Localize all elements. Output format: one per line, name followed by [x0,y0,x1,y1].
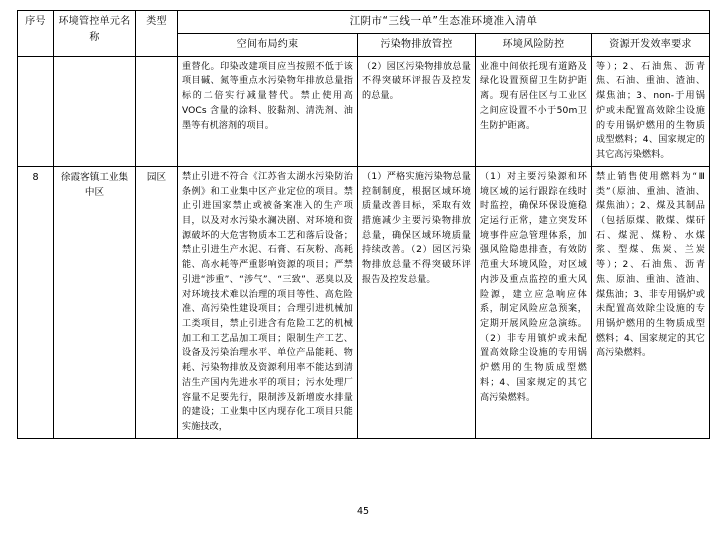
table-row [18,166,710,438]
row-type: 园区 [136,166,178,438]
header-seq: 序号 [18,11,54,57]
row-resource: 禁止销售使用燃料为“Ⅲ类”（原油、重油、渣油、煤焦油）；2、煤及其制品（包括原煤、散煤、煤矸石、煤泥、煤粉、水煤浆、型煤、焦炭、兰炭等）；2、石油焦、沥青焦、原油、重油、渣油、煤焦油；3、非专用锅炉或未配置高效除尘设施的专用锅炉燃用的生物质成型燃料；4、国家规定的其它高污染燃料。 [592,166,710,438]
table-header-title-row [18,11,710,34]
row-pollutant: （1）严格实施污染物总量控制制度，根据区域环境质量改善目标，采取有效措施减少主要污染物排放总量，确保区域环境质量持续改善。（2）园区污染物排放总量不得突破环评报告及控发总量。 [358,166,476,438]
environmental-control-table [17,10,710,439]
row-spatial: 重替化。印染改建项目应当按照不低于该项目碱、氮等重点水污染物年排放总量指标的二倍实行减量替代。禁止使用高 VOCs 含量的涂料、胶黏剂、清洗剂、油墨等有机溶剂的项目。 [178,56,358,166]
header-spatial: 空间布局约束 [178,33,358,56]
header-resource: 资源开发效率要求 [592,33,710,56]
row-unit-name [54,56,136,166]
header-risk: 环境风险防控 [476,33,592,56]
row-type [136,56,178,166]
table-title: 江阴市“三线一单”生态准环境准入清单 [178,11,710,34]
table-row [18,56,710,166]
row-resource: 等）；2、石油焦、沥青焦、石油、重油、渣油、煤焦油；3、non-于用锅炉或未配置高效除尘设施的专用锅炉燃用的生物质成型燃料；4、国家规定的其它高污染燃料。 [592,56,710,166]
row-spatial: 禁止引进不符合《江苏省太湖水污染防治条例》和工业集中区产业定位的项目。禁止引进国家禁止或被备案准入的生产项目，以及对水污染水澜决剧、对环境和资源破坏的大危害物质本工艺和落后设备；禁止引进生产水泥、石膏、石灰粉、高耗能、高水耗等严重影响资源的项目；严禁引进“涉重”、“涉气”、“三致”、恶臭以及对环境技术难以治理的项目等性、高危险准、高污染性建设项目；合理引进机械加工类项目，禁止引进含有危险工艺的机械加工和工艺品加工项目；限制生产工艺、设备及污染治理水平、单位产品能耗、物耗、污染物排放及资源利用率不能达到清洁生产国内先进水平的项目；污水处理厂容量不足要先行，限制涉及新增废水排量的建设；工业集中区内现存化工项目只能实施技改， [178,166,358,438]
header-type: 类型 [136,11,178,57]
row-unit-name: 徐霞客镇工业集中区 [54,166,136,438]
row-seq [18,56,54,166]
header-pollutant: 污染物排放管控 [358,33,476,56]
header-unit-name: 环境管控单元名称 [54,11,136,57]
row-pollutant: （2）园区污染物排放总量不得突破环评报告及控发的总量。 [358,56,476,166]
row-risk: （1）对主要污染源和环境区域的运行跟踪在线时时监控，确保环保设施稳定运行正常，建立突发环境事件应急管理体系，加强风险隐患排查，有效防范重大环境风险，对区域内涉及重点监控的重大风险源，建立应急响应体系，制定风险应急预案，定期开展风险应急演练。（2）非专用镇炉或未配置高效除尘设施的专用锅炉燃用的生物质成型燃料；4、国家规定的其它高污染燃料。 [476,166,592,438]
row-seq: 8 [18,166,54,438]
page-number: 45 [356,506,370,517]
row-risk: 业准中间依托现有道路及绿化设置预留卫生防护距离。现有居住区与工业区之间应设置不小于50m卫生防护距离。 [476,56,592,166]
